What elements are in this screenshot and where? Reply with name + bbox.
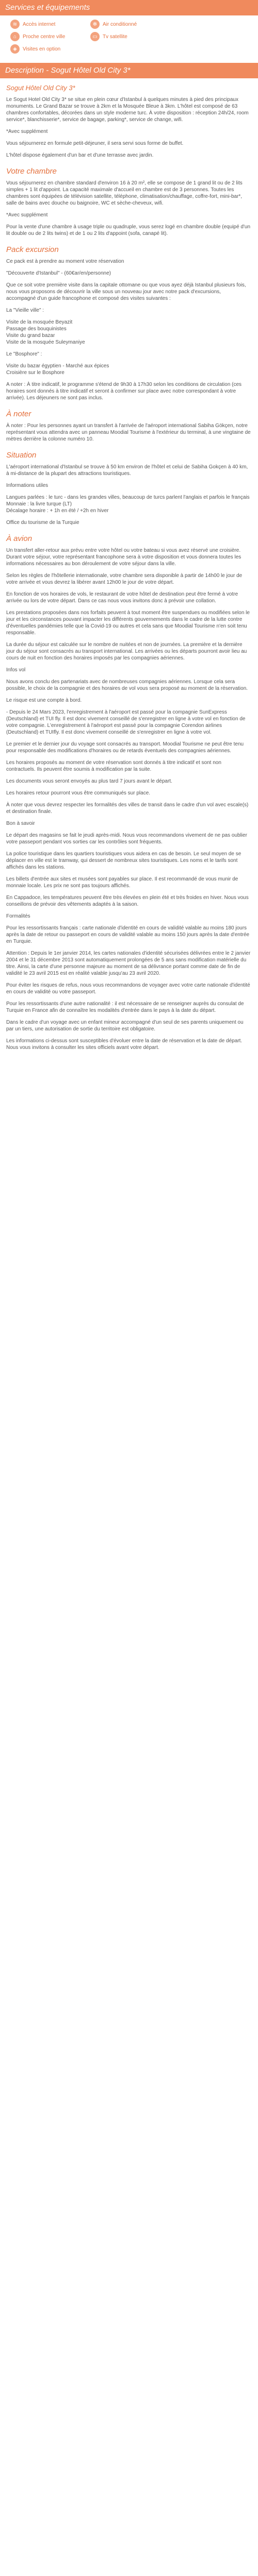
pack-block: [6, 258, 252, 401]
paragraph: Les documents vous seront envoyés au plus tard 7 jours avant le départ.: [6, 778, 172, 784]
paragraph: Ce pack est à prendre au moment votre réservation: [6, 259, 124, 264]
noter-title: À noter: [6, 410, 31, 418]
noter-block: [6, 422, 252, 443]
paragraph: Les horaires proposés au moment de votre réservation sont donnés à titre indicatif et sont non contractuels. Ils peuvent être soumis à modification par la suite.: [6, 760, 221, 772]
intro-block: [6, 96, 252, 159]
vols-block: [6, 667, 252, 796]
paragraph: En Cappadoce, les températures peuvent être très élevées en plein été et très froides en hiver. Nous vous conseillons de prévoir des vêtements adaptés à la saison.: [6, 895, 249, 907]
pack-title: Pack excursion: [6, 245, 59, 254]
snowflake-icon: ✻: [90, 20, 100, 29]
pin-icon: ⌂: [10, 32, 20, 41]
paragraph: Bon à savoir: [6, 821, 35, 826]
paragraph: Selon les règles de l'hôtellerie internationale, votre chambre sera disponible à partir de 14h00 le jour de votre arrivée et vous devrez la libérer avant 12h00 le jour de votre départ.: [6, 573, 243, 585]
description-header: Description - Sogut Hôtel Old City 3*: [0, 63, 258, 78]
paragraph: Attention : Depuis le 1er janvier 2014, les cartes nationales d'identité sécurisées délivrées entre le 2 janvier 2004 et le 31 décembre 2013 sont automatiquement prolongées de 5 ans sans modification matérielle du titre. Ainsi, la carte d'une personne majeure au moment de sa délivrance portant comme date de fin de validité le 23 avril 2015 est en réalité valable jusqu'au 23 avril 2020.: [6, 951, 251, 976]
paragraph: Le "Bosphore" :: [6, 351, 42, 357]
paragraph: Le premier et le dernier jour du voyage sont consacrés au transport. Moodial Tourisme ne peut être tenu pour responsable des modifications d'horaires ou de retards éventuels des compagnies aériennes.: [6, 741, 244, 754]
paragraph: L'hôtel dispose également d'un bar et d'une terrasse avec jardin.: [6, 152, 154, 158]
paragraph: Que ce soit votre première visite dans la capitale ottomane ou que vous ayez déjà Istanbul plusieurs fois, nous vous proposons de découvrir la ville sous un nouveau jour avec notre pack d'excursions, accompagné d'un guide francophone et composé des visites suivantes :: [6, 282, 246, 301]
hotel-name: Sogut Hôtel Old City 3*: [6, 84, 75, 92]
avion-title: À avion: [6, 534, 33, 543]
paragraph: À noter que vous devrez respecter les formalités des villes de transit dans le cadre d'un vol avec escale(s) et destination finale.: [6, 802, 249, 815]
paragraph: La police touristique dans les quartiers touristiques vous aidera en cas de besoin. Le seul moyen de se déplacer en ville est le tramway, qui dessert de nombreux sites touristiques. Les noms et le tarifs sont affichés dans les stations.: [6, 851, 241, 870]
paragraph: Les billets d'entrée aux sites et musées sont payables sur place. Il est recommandé de vous munir de monnaie locale. Les prix ne sont pas toujours affichés.: [6, 876, 238, 889]
paragraph: À noter : Pour les personnes ayant un transfert à l'arrivée de l'aéroport international Sabiha Gökçen, notre représentant vous attendra avec un panneau Moodial Tourisme à l'extérieur du terminal, à une vingtaine de mètres derrière la colonne numéro 10.: [6, 423, 251, 442]
paragraph: "Découverte d'Istanbul" - (60€ar/en/personne): [6, 270, 111, 276]
paragraph: Les horaires retour pourront vous être communiqués sur place.: [6, 790, 151, 796]
paragraph: Informations utiles: [6, 483, 49, 488]
paragraph: Pour la vente d'une chambre à usage triple ou quadruple, vous serez logé en chambre double (equipé d'un lit double ou de 2 lits twins) et de 1 ou 2 lits d'appoint (sofa, canapé lit).: [6, 224, 251, 236]
map-icon: ◈: [10, 44, 20, 54]
services-grid: [10, 20, 165, 54]
service-item: [10, 20, 85, 29]
tv-icon: ▭: [90, 32, 100, 41]
paragraph: L'aéroport international d'Istanbul se trouve à 50 km environ de l'hôtel et celui de Sabiha Gokçen à 40 km, à mi-distance de la plupart des attractions touristiques.: [6, 464, 248, 477]
paragraph: A noter : À titre indicatif, le programme s'étend de 9h30 à 17h30 selon les conditions de circulation (ces horaires sont donnés à titre indicatif et seront à confirmer sur place avec notre correspondant à votre arrivée). Les déjeuners ne sont pas inclus.: [6, 382, 242, 401]
situation-title: Situation: [6, 451, 37, 460]
service-label: Tv satellite: [103, 33, 127, 40]
paragraph: *Avec supplément: [6, 129, 48, 134]
paragraph: La durée du séjour est calculée sur le nombre de nuitées et non de journées. La première et la dernière jour du séjour sont consacrés au transport international. Les arrivées ou les départs pourront avoir lieu au cours de nuit en fonction des horaires imposés par les compagnies aériennes.: [6, 642, 247, 661]
service-label: Accès internet: [23, 21, 56, 27]
paragraph: En fonction de vos horaires de vols, le restaurant de votre hôtel de destination peut être fermé à votre arrivée ou lors de votre départ. Dans ce cas nous vous invitons donc à prévoir une collation.: [6, 591, 238, 604]
paragraph: Infos vol: [6, 667, 26, 673]
services-section: [0, 15, 258, 60]
paragraph: La "Vieille ville" :: [6, 308, 44, 313]
paragraph: *Avec supplément: [6, 212, 48, 218]
service-item: [10, 32, 85, 41]
service-item: [90, 20, 165, 29]
avion-block: [6, 547, 252, 662]
paragraph: Visite de la mosquée Beyazit Passage des bouquinistes Visite du grand bazar Visite de la mosquée Suleymaniye: [6, 319, 85, 345]
service-label: Proche centre ville: [23, 33, 66, 40]
chambre-title: Votre chambre: [6, 167, 57, 176]
services-header: Services et équipements: [0, 0, 258, 15]
wifi-icon: ≋: [10, 20, 20, 29]
paragraph: Pour éviter les risques de refus, nous vous recommandons de voyager avec votre carte nationale d'identité en cours de validité ou votre passeport.: [6, 982, 250, 995]
paragraph: Office du tourisme de la Turquie: [6, 520, 79, 526]
paragraph: Vous séjournerez en chambre standard d'environ 16 à 20 m², elle se compose de 1 grand lit ou de 2 lits simples + 1 lit d'appoint. La capacité maximale d'accueil en chambre est de 3 personnes. Toutes les chambres sont équipées de télévision satellite, téléphone, climatisation/chauffage, coffre-fort, mini-bar*, salle de bains avec douche ou baignoire, WC et sèche-cheveux, wifi.: [6, 180, 243, 206]
situation-block: [6, 464, 252, 526]
paragraph: - Depuis le 24 Mars 2023, l'enregistrement à l'aéroport est passé pour la compagnie SunExpress (Deutschland) et TUI fly. Il est donc vivement conseillé de s'enregistrer en ligne à votre vol en fonction de votre compagnie. L'enregistrement à l'aéroport est passé pour la compagnie Corendon airlines (Deutschland) et TUIfly. Il est donc vivement conseillé de s'enregistrer en ligne à votre vol.: [6, 709, 246, 735]
paragraph: Le départ des magasins se fait le jeudi après-midi. Nous vous recommandons vivement de ne pas oublier votre passeport pendant vos sorties car les contrôles sont fréquents.: [6, 833, 247, 845]
paragraph: Les informations ci-dessus sont susceptibles d'évoluer entre la date de réservation et la date de départ. Nous vous invitons à consulter les sites officiels avant votre départ.: [6, 1038, 243, 1050]
paragraph: Dans le cadre d'un voyage avec un enfant mineur accompagné d'un seul de ses parents uniquement ou par un tiers, une autorisation de sortie du territoire est obligatoire.: [6, 1020, 244, 1032]
paragraph: Le risque est une compte à bord.: [6, 698, 82, 703]
paragraph: Le Sogut Hotel Old City 3* se situe en plein cœur d'Istanbul à quelques minutes à pied des principaux monuments. Le Grand Bazar se trouve à 2km et la Mosquée Bleue à 3km. L'hôtel est composé de 63 chambres confortables, décorées dans un style moderne turc. À votre disposition : réception 24h/24, room service*, blanchisserie*, service de bagage, parking*, service de change, wifi.: [6, 97, 249, 123]
paragraph: Nous avons conclu des partenariats avec de nombreuses compagnies aériennes. Lorsque cela sera possible, le choix de la compagnie et des horaires de vol vous sera proposé au moment de la réservation.: [6, 679, 248, 691]
service-item: [90, 32, 165, 41]
paragraph: Visite du bazar égyptien - Marché aux épices Croisière sur le Bosphore: [6, 363, 109, 376]
paragraph: Vous séjournerez en formule petit-déjeuner, il sera servi sous forme de buffet.: [6, 141, 184, 146]
paragraph: Les prestations proposées dans nos forfaits peuvent à tout moment être suspendues ou modifiées selon le jour et les circonstances pouvant impacter les différents gouvernements dans le cadre de la lutte contre d'éventuelles pandémies telle que la Covid-19 ou autres et cela sans que Moodial Tourisme n'en soit tenu responsable.: [6, 610, 250, 636]
description-content: [0, 78, 258, 1060]
final-block: [6, 802, 252, 1051]
paragraph: Langues parlées : le turc - dans les grandes villes, beaucoup de turcs parlent l'anglais et parfois le français Monnaie : la livre turque (LT) Décalage horaire : + 1h en été / +2h en hiver: [6, 495, 250, 514]
chambre-block: [6, 180, 252, 237]
paragraph: Pour les ressortissants français : carte nationale d'identité en cours de validité valable au moins 180 jours après la date de retour ou passeport en cours de validité valable au moins 150 jours après la date d'entrée en Turquie.: [6, 925, 250, 944]
paragraph: Un transfert aller-retour aux prévu entre votre hôtel ou votre bateau si vous avez réservé une croisière. Durant votre séjour, votre représentant francophone sera à votre disposition et vous donnera toutes les informations nécessaires au bon déroulement de votre séjour dans la ville.: [6, 548, 241, 567]
paragraph: Formalités: [6, 913, 30, 919]
paragraph: Pour les ressortissants d'une autre nationalité : il est nécessaire de se renseigner auprès du consulat de Turquie en France afin de connaître les modalités d'entrée dans le pays à la date du départ.: [6, 1001, 244, 1013]
service-label: Air conditionné: [103, 21, 137, 27]
service-item: [10, 44, 85, 54]
service-label: Visites en option: [23, 46, 61, 52]
